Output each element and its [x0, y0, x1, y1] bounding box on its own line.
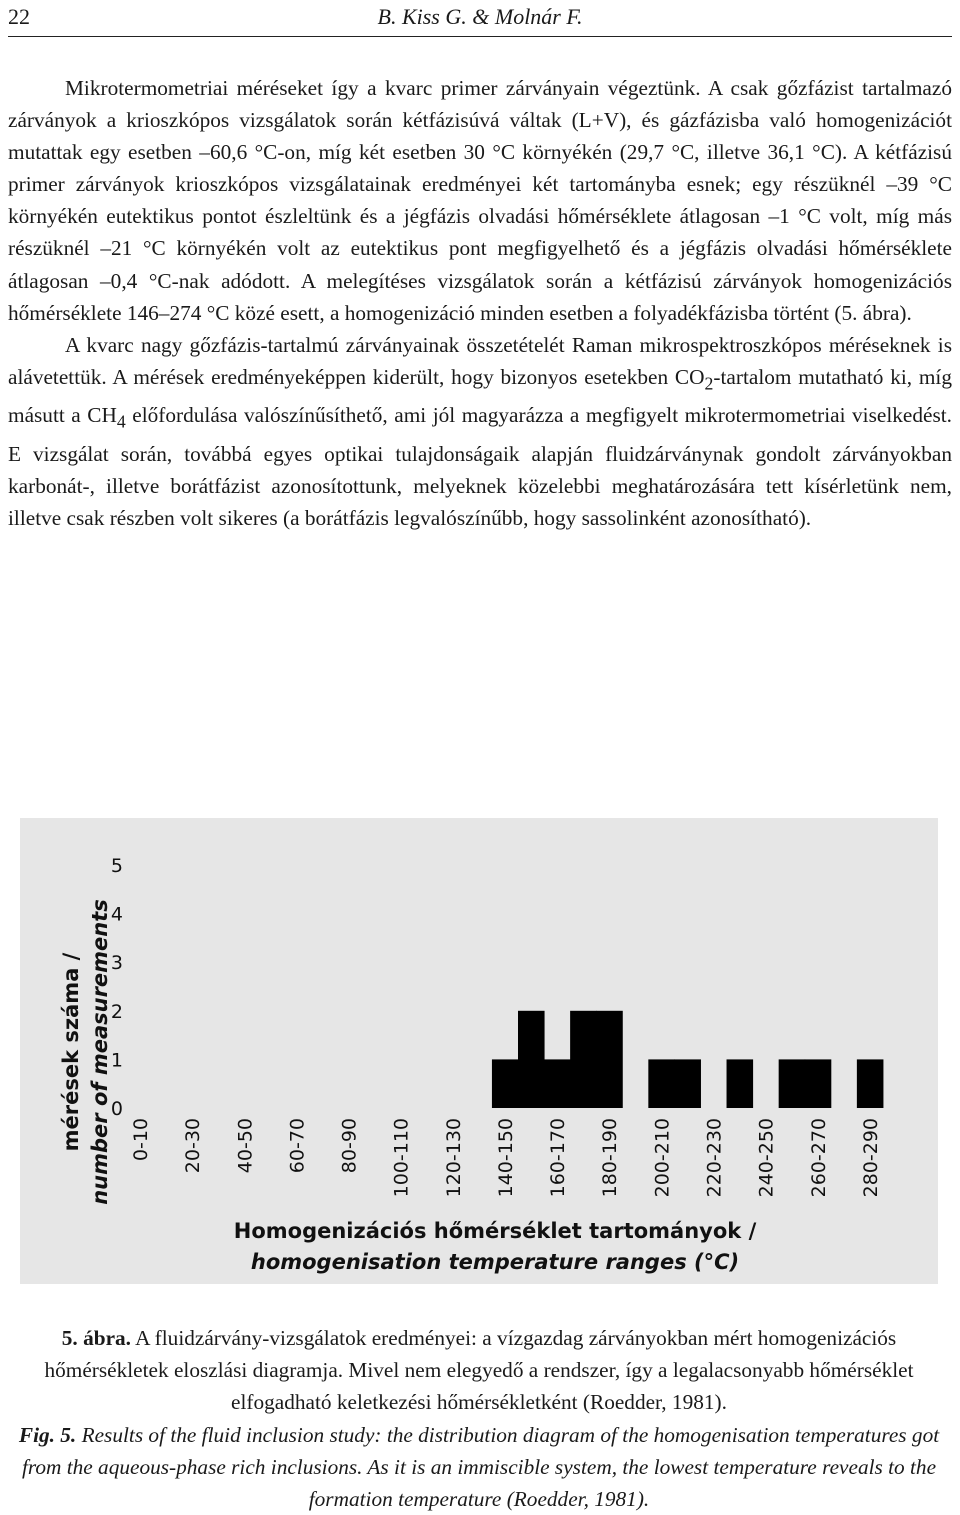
paragraph-2-text-c: előfordulása valószínűsíthető, ami jól magyarázza a megfigyelt mikrotermometriai viselkedést. E vizsgálat során, továbbá egyes optikai tulajdonságaik alapján fluidzárványnak gondolt zárványokban karbonát-, illetve borátfázist azonosítottunk, melyeknek közelebbi meghatározására tett kísérletünk nem, illetve csak részben volt sikeres (a borátfázis legvalószínűbb, hogy sassolinként azonosítható).: [8, 403, 952, 530]
histogram-bar: [727, 1059, 754, 1108]
caption-english: [18, 1419, 940, 1515]
page-header: [0, 0, 960, 40]
histogram-bar: [857, 1059, 884, 1108]
y-tick-label: 0: [110, 1098, 123, 1120]
figure-caption: [18, 1322, 940, 1515]
x-axis-ticks: [130, 1118, 882, 1197]
x-tick-label: 80-90: [338, 1118, 361, 1174]
histogram-bar: [492, 1059, 519, 1108]
histogram-bar: [544, 1059, 571, 1108]
ch4-subscript: 4: [116, 411, 126, 432]
y-tick-label: 1: [110, 1049, 123, 1072]
x-tick-label: 120-130: [442, 1118, 465, 1198]
x-tick-label: 180-190: [599, 1118, 622, 1198]
page-number: 22: [8, 4, 30, 29]
histogram-bar: [674, 1059, 701, 1108]
histogram-bar: [805, 1059, 832, 1108]
x-axis-label-en: homogenisation temperature ranges (°C): [250, 1250, 740, 1274]
caption-hungarian: [18, 1322, 940, 1419]
caption-hu-label: 5. ábra.: [61, 1326, 131, 1350]
paragraph-1: [8, 72, 952, 329]
x-tick-label: 240-250: [755, 1118, 778, 1198]
x-tick-label: 200-210: [651, 1118, 674, 1198]
x-tick-label: 100-110: [390, 1118, 413, 1198]
x-tick-label: 260-270: [807, 1118, 830, 1198]
y-tick-label: 3: [110, 952, 123, 975]
x-tick-label: 20-30: [182, 1118, 205, 1174]
y-axis-label-en: number of measurements: [88, 899, 112, 1205]
x-tick-label: 140-150: [494, 1118, 517, 1198]
caption-hu-text: A fluidzárvány-vizsgálatok eredményei: a vízgazdag zárványokban mért homogenizációs hőmérsékletek eloszlási diagramja. Mivel nem elegyedő a rendszer, így a legalacsonyabb hőmérséklet elfogadható keletkezési hőmérsékletként (Roedder, 1981).: [44, 1326, 914, 1415]
running-head: B. Kiss G. & Molnár F.: [377, 4, 583, 29]
y-tick-label: 2: [110, 1000, 123, 1023]
paragraph-1-text: Mikrotermometriai méréseket így a kvarc primer zárványain végeztünk. A csak gőzfázist tartalmazó zárványok a krioszkópos vizsgálatok során kétfázisúvá váltak (L+V), és gázfázisba való homogenizációt mutattak egy esetben –60,6 °C-on, míg két esetben 30 °C környékén (29,7 °C, illetve 36,1 °C). A kétfázisú primer zárványok krioszkópos vizsgálatainak eredményei két tartományba esnek; egy részüknél –39 °C környékén eutektikus pontot észleltünk és a jégfázis olvadási hőmérséklete átlagosan –1 °C volt, míg más részüknél –21 °C környékén volt az eutektikus pont megfigyelhető és a jégfázis olvadási hőmérséklete átlagosan –0,4 °C-nak adódott. A melegítéses vizsgálatok során a kétfázisú zárványok homogenizációs hőmérséklete 146–274 °C közé esett, a homogenizáció minden esetben a folyadékfázisba történt (5. ábra).: [8, 76, 952, 325]
histogram-bars: [492, 1011, 883, 1108]
y-axis-ticks: [111, 855, 123, 1120]
x-tick-label: 280-290: [859, 1118, 882, 1198]
paragraph-2: [8, 329, 952, 534]
histogram-bar: [570, 1011, 597, 1108]
histogram-bar: [648, 1059, 675, 1108]
x-axis-label-hu: Homogenizációs hőmérséklet tartományok /: [233, 1219, 757, 1243]
paragraph-2-text-b: -tartalom mutatható ki, míg másutt a CH: [8, 364, 953, 428]
histogram-chart: [20, 818, 938, 1284]
x-tick-label: 40-50: [234, 1118, 257, 1174]
caption-en-label: Fig. 5.: [18, 1422, 77, 1447]
histogram-bar: [518, 1011, 545, 1108]
caption-en-text: Results of the fluid inclusion study: the distribution diagram of the homogenisation temperatures got from the aqueous-phase rich inclusions. As it is an immiscible system, the lowest temperature reveals to the formation temperature (Roedder, 1981).: [21, 1422, 940, 1512]
y-tick-label: 4: [110, 903, 123, 926]
histogram-bar: [779, 1059, 806, 1108]
header-rule: [8, 36, 952, 37]
y-axis-label-hu: mérések száma /: [59, 952, 83, 1152]
co2-subscript: 2: [704, 373, 714, 394]
x-tick-label: 220-230: [703, 1118, 726, 1198]
histogram-bar: [596, 1011, 623, 1108]
y-tick-label: 5: [110, 855, 123, 877]
x-tick-label: 160-170: [547, 1118, 570, 1198]
body-text: [8, 72, 952, 534]
figure-5-histogram: [20, 818, 938, 1284]
x-tick-label: 0-10: [130, 1118, 153, 1162]
x-tick-label: 60-70: [286, 1118, 309, 1174]
paragraph-2-text-a: A kvarc nagy gőzfázis-tartalmú zárványainak összetételét Raman mikrospektroszkópos méréseknek is alávetettük. A mérések eredményeképpen kiderült, hogy bizonyos esetekben CO: [8, 332, 952, 389]
